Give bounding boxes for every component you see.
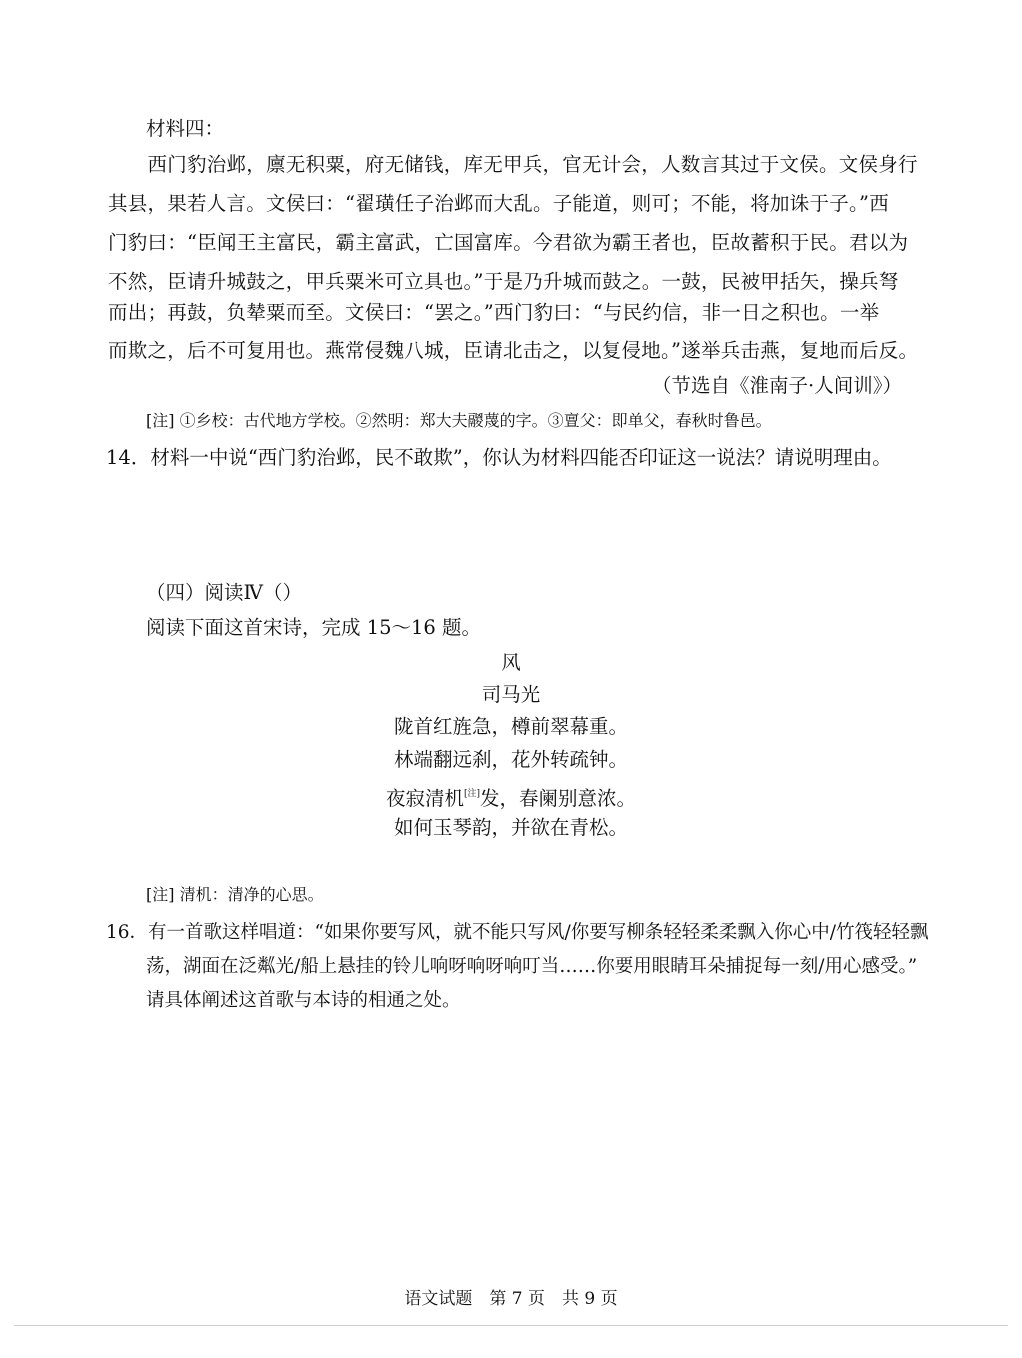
material-line-3: 门豹曰：“臣闻王主富民，霸主富武，亡国富库。今君欲为霸王者也，臣故蓄积于民。君以为: [108, 231, 909, 254]
material-line-1: 西门豹治邺，廪无积粟，府无储钱，库无甲兵，官无计会，人数言其过于文侯。文侯身行: [108, 153, 918, 176]
question-14: 14．材料一中说“西门豹治邺，民不敢欺”，你认为材料四能否印证这一说法？请说明理由。: [106, 446, 892, 469]
material-line-2: 其县，果若人言。文侯曰：“翟璜任子治邺而大乱。子能道，则可；不能，将加诛于子。”西: [108, 192, 889, 215]
section-instruction: 阅读下面这首宋诗，完成 15～16 题。: [146, 616, 482, 639]
question-16-line-2: 荡，湖面在泛粼光/船上悬挂的铃儿响呀响呀响叮当……你要用眼睛耳朵捕捉每一刻/用心感受。”: [146, 956, 918, 977]
material-heading: 材料四：: [146, 117, 225, 140]
poem-author: 司马光: [481, 683, 541, 706]
page-footer: 语文试题 第 7 页 共 9 页: [404, 1289, 618, 1309]
material-line-6: 而欺之，后不可复用也。燕常侵魏八城，臣请北击之，以复侵地。”遂举兵击燕，复地而后反。: [108, 339, 919, 362]
footer-divider: [14, 1325, 1008, 1326]
poem-title: 风: [501, 651, 521, 674]
question-16-line-3: 请具体阐述这首歌与本诗的相通之处。: [146, 990, 461, 1011]
poem-line-3-end: 发，春阑别意浓。: [480, 787, 637, 810]
poem-line-2: 林端翻远刹，花外转疏钟。: [393, 748, 628, 771]
poem-line-3-start: 夜寂清机: [385, 787, 464, 810]
section-title: （四）阅读Ⅳ（）: [146, 581, 302, 604]
material-line-4: 不然，臣请升城鼓之，甲兵粟米可立具也。”于是乃升城而鼓之。一鼓，民被甲括矢，操兵弩: [108, 270, 899, 293]
material-note: [注] ①乡校：古代地方学校。②然明：郑大夫鬷蔑的字。③亶父：即单父，春秋时鲁邑。: [146, 411, 772, 430]
poem-line-1: 陇首红旌急，樽前翠幕重。: [393, 715, 628, 738]
question-16-line-1: 16．有一首歌这样唱道：“如果你要写风，就不能只写风/你要写柳条轻轻柔柔飘入你心中/竹筏轻轻飘: [106, 922, 929, 943]
material-source: （节选自《淮南子·人间训》）: [652, 374, 902, 397]
material-line-5: 而出；再鼓，负辇粟而至。文侯曰：“罢之。”西门豹曰：“与民约信，非一日之积也。一举: [108, 301, 880, 324]
poem-line-4: 如何玉琴韵，并欲在青松。: [393, 816, 628, 839]
poem-note-marker: [注]: [463, 789, 481, 799]
poem-note: [注] 清机：清净的心思。: [146, 885, 324, 904]
poem-line-3: [0, 781, 1022, 812]
